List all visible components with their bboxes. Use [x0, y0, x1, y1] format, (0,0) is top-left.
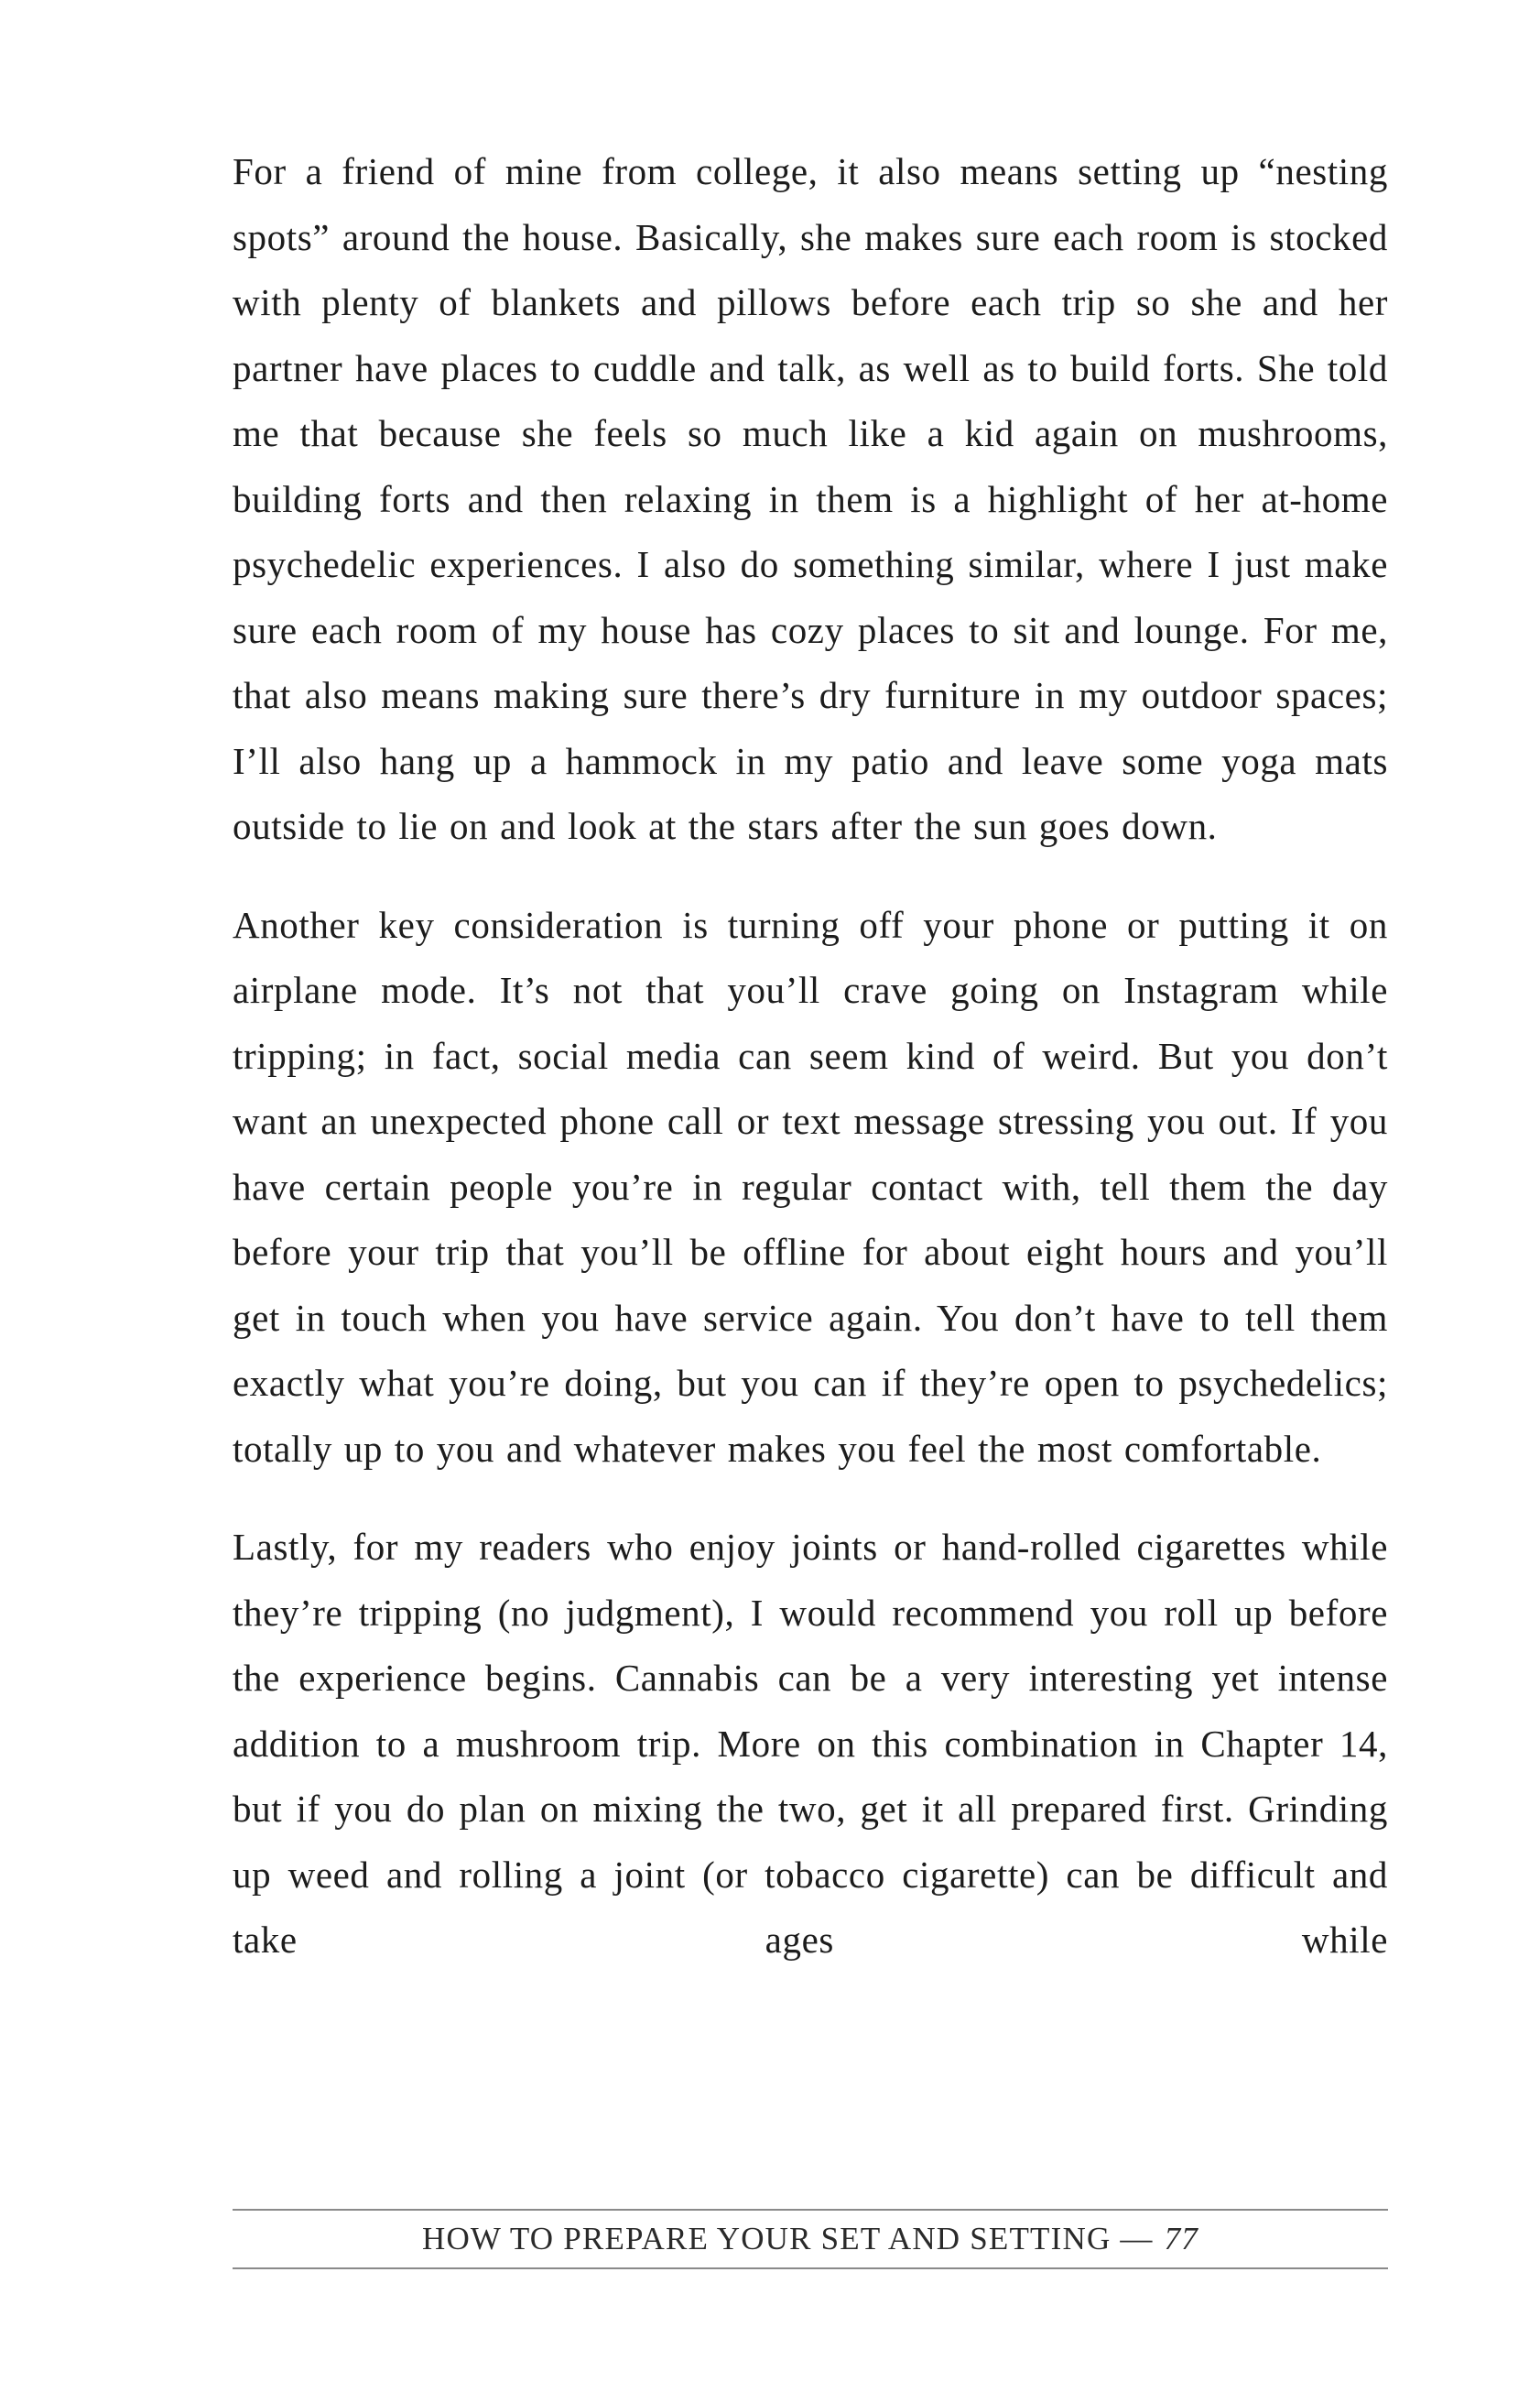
page-number: 77 [1164, 2221, 1198, 2256]
paragraph-nesting-spots: For a friend of mine from college, it also means setting up “nesting spots” around the house. Basically, she makes sure each room is stocked with plenty of blankets and pillows before each trip so she and her partner have places to cuddle and talk, as well as to build forts. She told me that because she feels so much like a kid again on mushrooms, building forts and then relaxing in them is a highlight of her at-home psychedelic experiences. I also do something similar, where I just make sure each room of my house has cozy places to sit and lounge. For me, that also means making sure there’s dry furniture in my outdoor spaces; I’ll also hang up a hammock in my patio and leave some yoga mats outside to lie on and look at the stars after the sun goes down. [233, 150, 1388, 847]
paragraph-rolling: Lastly, for my readers who enjoy joints or hand-rolled cigarettes while they’re tripping (no judgment), I would recommend you roll up before the experience begins. Cannabis can be a very interesting yet intense addition to a mushroom trip. More on this combination in Chapter 14, but if you do plan on mixing the two, get it all prepared first. Grinding up weed and rolling a joint (or tobacco cigarette) can be difficult and take ages while [233, 1526, 1388, 1961]
page-footer [233, 2209, 1388, 2269]
paragraph-phone: Another key consideration is turning off your phone or putting it on airplane mode. It’s not that you’ll crave going on Instagram while tripping; in fact, social media can seem kind of weird. But you don’t want an unexpected phone call or text message stressing you out. If you have certain people you’re in regular contact with, tell them the day before your trip that you’ll be offline for about eight hours and you’ll get in touch when you have service again. You don’t have to tell them exactly what you’re doing, but you can if they’re open to psychedelics; totally up to you and whatever makes you feel the most comfortable. [233, 903, 1388, 1470]
running-head: HOW TO PREPARE YOUR SET AND SETTING — [421, 2221, 1154, 2256]
body-text [233, 139, 1388, 2006]
